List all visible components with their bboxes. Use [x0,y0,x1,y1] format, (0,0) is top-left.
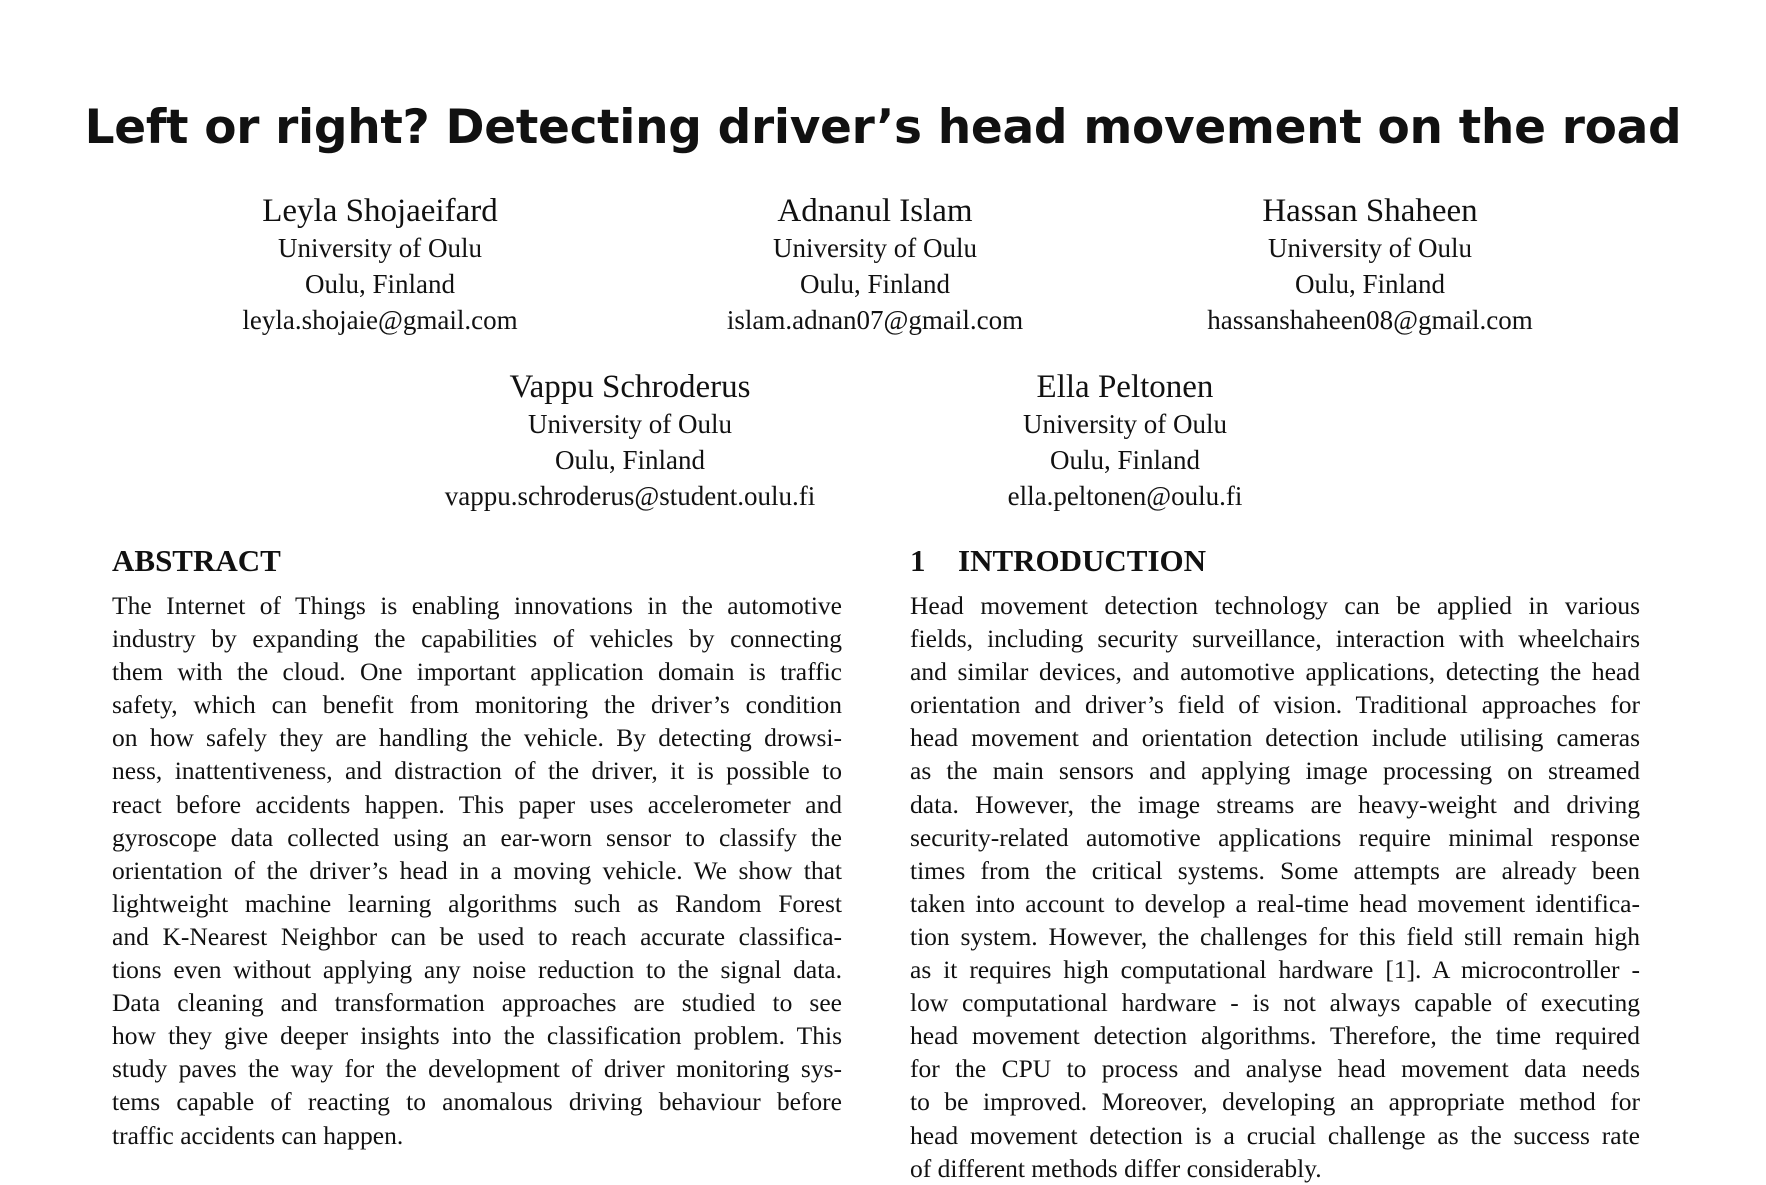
text-line: and K-Nearest Neighbor can be used to reach accurate classifica- [112,921,842,951]
author-email: vappu.schroderus@student.oulu.fi [444,481,816,511]
text-line: head movement and orientation detection include utilising cameras [910,723,1640,753]
text-line: head movement detection is a crucial challenge as the success rate [910,1120,1640,1150]
text-line: to be improved. Moreover, developing an appropriate method for [910,1087,1640,1117]
text-line: safety, which can benefit from monitoring the driver’s condition [112,690,842,720]
text-line: data. However, the image streams are heavy-weight and driving [910,789,1640,819]
text-line: security-related automotive applications require minimal response [910,822,1640,852]
text-line: orientation of the driver’s head in a moving vehicle. We show that [112,855,842,885]
text-line: low computational hardware - is not always capable of executing [910,988,1640,1018]
text-line: industry by expanding the capabilities of vehicles by connecting [112,624,842,654]
text-line: for the CPU to process and analyse head movement data needs [910,1054,1640,1084]
author-email: hassanshaheen08@gmail.com [1207,305,1533,335]
text-line: on how safely they are handling the vehicle. By detecting drowsi- [112,723,842,753]
author-email: islam.adnan07@gmail.com [726,305,1024,335]
author-affiliation: University of Oulu [773,233,977,263]
text-line: orientation and driver’s field of vision. Traditional approaches for [910,690,1640,720]
author-location: Oulu, Finland [304,269,455,299]
text-line: Head movement detection technology can be applied in various [910,591,1640,620]
section-number: 1 [910,543,926,578]
author-affiliation: University of Oulu [1023,409,1227,439]
author-location: Oulu, Finland [554,445,705,475]
author-location: Oulu, Finland [1049,445,1200,475]
text-line: times from the critical systems. Some attempts are already been [910,855,1640,885]
text-line: taken into account to develop a real-time head movement identifica- [910,888,1640,918]
text-line: fields, including security surveillance, interaction with wheelchairs [910,624,1640,654]
author-block [615,192,1135,338]
author-affiliation: University of Oulu [278,233,482,263]
text-line: lightweight machine learning algorithms such as Random Forest [112,888,842,918]
paper-title: Left or right? Detecting driver’s head movement on the road [84,100,1682,155]
text-line: traffic accidents can happen. [112,1120,404,1150]
text-line: The Internet of Things is enabling innovations in the automotive [112,591,842,620]
author-location: Oulu, Finland [1294,269,1445,299]
text-line: as the main sensors and applying image processing on streamed [910,756,1640,786]
author-affiliation: University of Oulu [528,409,732,439]
author-name: Adnanul Islam [777,193,973,229]
text-line: tems capable of reacting to anomalous driving behaviour before [112,1087,842,1117]
text-line: gyroscope data collected using an ear-worn sensor to classify the [112,822,842,852]
author-block [865,368,1385,514]
author-email: leyla.shojaie@gmail.com [242,305,518,335]
author-email: ella.peltonen@oulu.fi [1007,481,1243,511]
abstract-text [112,589,842,1152]
text-line: and similar devices, and automotive applications, detecting the head [910,657,1640,687]
author-affiliation: University of Oulu [1268,233,1472,263]
author-block [370,368,890,514]
author-block [1110,192,1630,338]
abstract-heading: ABSTRACT [112,543,281,578]
text-line: react before accidents happen. This paper uses accelerometer and [112,789,842,819]
text-line: them with the cloud. One important application domain is traffic [112,657,842,687]
author-name: Hassan Shaheen [1262,193,1478,229]
text-line: ness, inattentiveness, and distraction of the driver, it is possible to [112,756,842,786]
author-location: Oulu, Finland [799,269,950,299]
text-line: tions even without applying any noise reduction to the signal data. [112,955,842,985]
introduction-heading [910,543,1206,579]
introduction-text [910,589,1640,1185]
text-line: Data cleaning and transformation approaches are studied to see [112,988,842,1018]
text-line: of different methods differ considerably. [910,1153,1322,1183]
text-line: head movement detection algorithms. Therefore, the time required [910,1021,1640,1051]
author-block [120,192,640,338]
text-line: tion system. However, the challenges for this field still remain high [910,921,1640,951]
author-name: Leyla Shojaeifard [262,193,498,229]
text-line: as it requires high computational hardware [1]. A microcontroller - [910,955,1640,985]
author-name: Vappu Schroderus [509,369,751,405]
text-line: study paves the way for the development of driver monitoring sys- [112,1054,842,1084]
author-name: Ella Peltonen [1036,369,1214,405]
text-line: how they give deeper insights into the classification problem. This [112,1021,842,1051]
section-title: INTRODUCTION [958,543,1207,578]
